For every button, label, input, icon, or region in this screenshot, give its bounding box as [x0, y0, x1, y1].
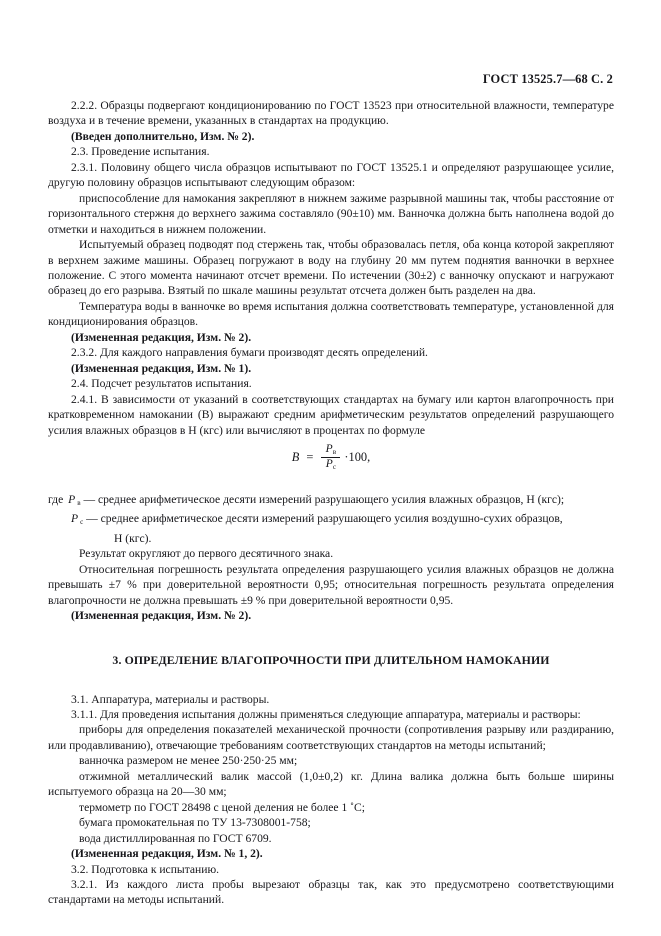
where-lead-text: где — [48, 492, 64, 506]
page-header: ГОСТ 13525.7—68 С. 2 — [482, 72, 613, 86]
paragraph-2-3: 2.3. Проведение испытания. — [71, 145, 210, 159]
formula-tail: ·100, — [344, 450, 371, 465]
where-row-1 — [48, 492, 614, 511]
where-row-2 — [48, 511, 614, 530]
paragraph-2-3-1-specimen: Испытуемый образец подводят под стержень так, чтобы образовалась петля, оба конца которой закрепляют в верхнем зажиме машины. Образец погружают в воду на глубину 20 мм путем поднятия ванночки в верхнее положение. С этого момента начинают отсчет времени. По истечении (30±2) с ванночку опускают и нагружают образец до его разрыва. Взятый по шкале машины результат отсчета должен быть разделен на два. — [48, 238, 614, 298]
where-symbol-1-subscript: в — [77, 498, 81, 507]
list-item-thermometer: термометр по ГОСТ 28498 с ценой деления не более 1 ˚С; — [79, 800, 365, 814]
revision-note-izm-1: (Измененная редакция, Изм. № 1). — [71, 361, 252, 375]
list-item-tray: ванночка размером не менее 250·250·25 мм; — [79, 754, 298, 768]
revision-note-izm-2-a: (Измененная редакция, Изм. № 2). — [71, 330, 252, 344]
where-lead-label — [48, 492, 84, 511]
spacer-before-section-3 — [48, 624, 614, 653]
revision-note-vvedeno-2: (Введен дополнительно, Изм. № 2). — [71, 129, 255, 143]
paragraph-2-3-1: 2.3.1. Половину общего числа образцов испытывают по ГОСТ 13525.1 и определяют разрушающее усилие, другую половину образцов испытывают следующим образом: — [48, 160, 614, 190]
where-definition-1: — среднее арифметическое десяти измерений разрушающего усилия влажных образцов, Н (кгс); — [83, 492, 565, 506]
revision-note-izm-1-2: (Измененная редакция, Изм. № 1, 2). — [71, 847, 263, 861]
where-symbol-2-subscript: с — [80, 518, 84, 527]
paragraph-relative-error: Относительная погрешность результата определения разрушающего усилия влажных образцов не должна превышать ±7 % при доверительной вероятности 0,95; относительная погрешность результата определения влагопрочности не должна превышать ±9 % при доверительной вероятности 0,95. — [48, 562, 614, 607]
formula-numerator — [323, 444, 339, 457]
paragraph-3-1-1: 3.1.1. Для проведения испытания должны применяться следующие аппаратура, материалы и растворы: — [71, 708, 581, 722]
where-symbol-1: P — [68, 492, 76, 506]
where-definition-2-continued: Н (кгс). — [114, 531, 152, 545]
paragraph-3-2-1: 3.2.1. Из каждого листа пробы вырезают образцы так, как это предусмотрено соответствующими стандартами на методы испытаний. — [48, 878, 614, 907]
paragraph-2-4: 2.4. Подсчет результатов испытания. — [71, 377, 252, 391]
formula-lhs: B — [291, 450, 300, 465]
list-item-roller: отжимной металлический валик массой (1,0±0,2) кг. Длина валика должна быть больше ширины испытуемого образца на 20—30 мм; — [48, 769, 614, 799]
list-item-blotting-paper: бумага промокательная по ТУ 13-7308001-758; — [79, 816, 311, 830]
where-definition-2: — среднее арифметическое десяти измерений разрушающего усилия воздушно-сухих образцов, — [86, 512, 563, 526]
formula-fraction — [321, 444, 340, 471]
paragraph-2-3-1-temperature: Температура воды в ванночке во время испытания должна соответствовать температуре, установленной для кондиционирования образцов. — [48, 299, 614, 329]
paragraph-2-3-1-fixture: приспособление для намокания закрепляют в нижнем зажиме разрывной машины так, чтобы расстояние от горизонтального стержня до верхнего зажима составляло (90±10) мм. Ванночка должна быть наполнена водой до отметки и находиться в нижнем положении. — [48, 191, 614, 236]
section-3-title: 3. ОПРЕДЕЛЕНИЕ ВЛАГОПРОЧНОСТИ ПРИ ДЛИТЕЛЬНОМ НАМОКАНИИ — [112, 652, 550, 667]
paragraph-rounding: Результат округляют до первого десятичного знака. — [79, 547, 334, 561]
where-symbol-2-wrap — [48, 511, 86, 530]
list-item-distilled-water: вода дистиллированная по ГОСТ 6709. — [79, 831, 272, 845]
paragraph-3-2: 3.2. Подготовка к испытанию. — [71, 862, 220, 876]
revision-note-izm-2-b: (Измененная редакция, Изм. № 2). — [71, 609, 252, 623]
formula-denominator — [323, 458, 339, 471]
where-symbol-2: P — [71, 512, 79, 526]
formula-denominator-symbol: P — [325, 458, 333, 471]
where-clause — [48, 492, 614, 546]
paragraph-2-3-2: 2.3.2. Для каждого направления бумаги производят десять определений. — [71, 346, 428, 360]
formula-equals: = — [306, 450, 314, 465]
spacer-after-section-3 — [48, 668, 614, 692]
document-body — [48, 98, 614, 908]
paragraph-2-4-1: 2.4.1. В зависимости от указаний в соответствующих стандартах на бумагу или картон влагопрочность при кратковременном намокании (B) выражают средним арифметическим результатов определений разрушающего усилия влажных образцов в Н (кгс) или вычисляют в процентах по формуле — [48, 392, 614, 437]
paragraph-2-2-2: 2.2.2. Образцы подвергают кондиционированию по ГОСТ 13523 при относительной влажности, температуре воздуха и в течение времени, указанных в стандартах на продукцию. — [48, 99, 614, 128]
formula-wet-strength — [48, 444, 614, 471]
formula-numerator-subscript: в — [332, 447, 337, 456]
list-item-instruments: приборы для определения показателей механической прочности (сопротивления разрыву или раздиранию, или продавливанию), отвечающие требованиям соответствующих стандартов на методы испытаний; — [48, 723, 614, 752]
formula-block — [48, 438, 614, 492]
formula-numerator-symbol: P — [325, 442, 333, 455]
formula-denominator-subscript: с — [332, 463, 336, 472]
paragraph-3-1: 3.1. Аппаратура, материалы и растворы. — [71, 692, 270, 706]
